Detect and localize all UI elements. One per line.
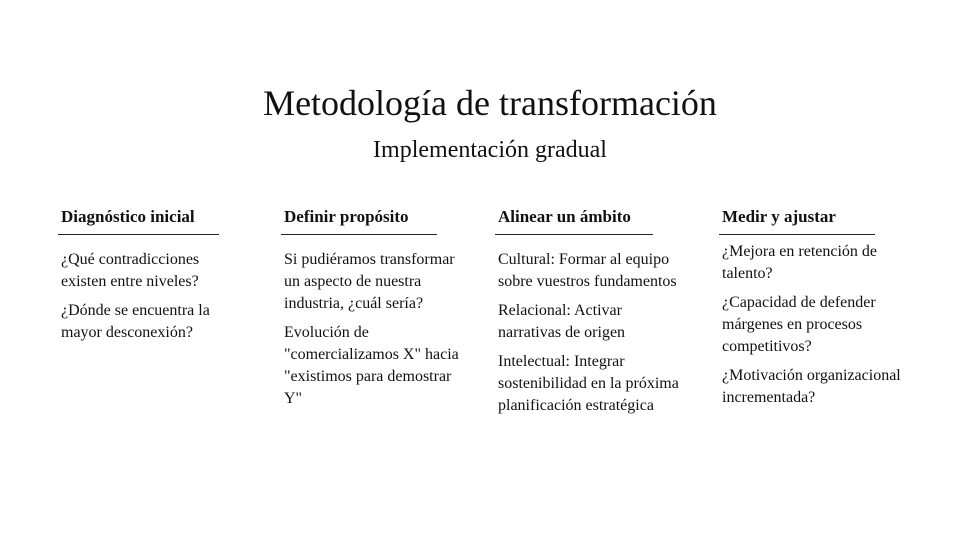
column-items — [495, 249, 685, 417]
slide-title: Metodología de transformación — [263, 83, 717, 123]
column-header: Medir y ajustar — [719, 206, 875, 235]
column-item: Relacional: Activar narrativas de origen — [498, 302, 626, 341]
slide-subtitle: Implementación gradual — [373, 137, 607, 163]
column-items — [719, 241, 909, 409]
column-item: Intelectual: Integrar sostenibilidad en la próxima planificación estratégica — [498, 353, 679, 414]
column-items — [58, 249, 248, 344]
column-diagnostico — [58, 206, 248, 351]
column-header: Definir propósito — [281, 206, 437, 235]
column-item: Si pudiéramos transformar un aspecto de nuestra industria, ¿cuál sería? — [284, 251, 455, 312]
column-item: Cultural: Formar al equipo sobre vuestros fundamentos — [498, 251, 677, 290]
column-item: ¿Mejora en retención de talento? — [722, 243, 878, 282]
column-header: Alinear un ámbito — [495, 206, 653, 235]
column-header: Diagnóstico inicial — [58, 206, 219, 235]
column-item: ¿Qué contradicciones existen entre niveles? — [61, 251, 200, 290]
column-medir — [719, 206, 909, 416]
column-alinear — [495, 206, 685, 424]
column-item: Evolución de "comercializamos X" hacia "existimos para demostrar Y" — [284, 324, 459, 407]
column-items — [281, 249, 471, 410]
column-item: ¿Capacidad de defender márgenes en procesos competitivos? — [722, 294, 876, 355]
column-item: ¿Motivación organizacional incrementada? — [722, 367, 901, 406]
column-proposito — [281, 206, 471, 417]
column-item: ¿Dónde se encuentra la mayor desconexión? — [61, 302, 210, 341]
